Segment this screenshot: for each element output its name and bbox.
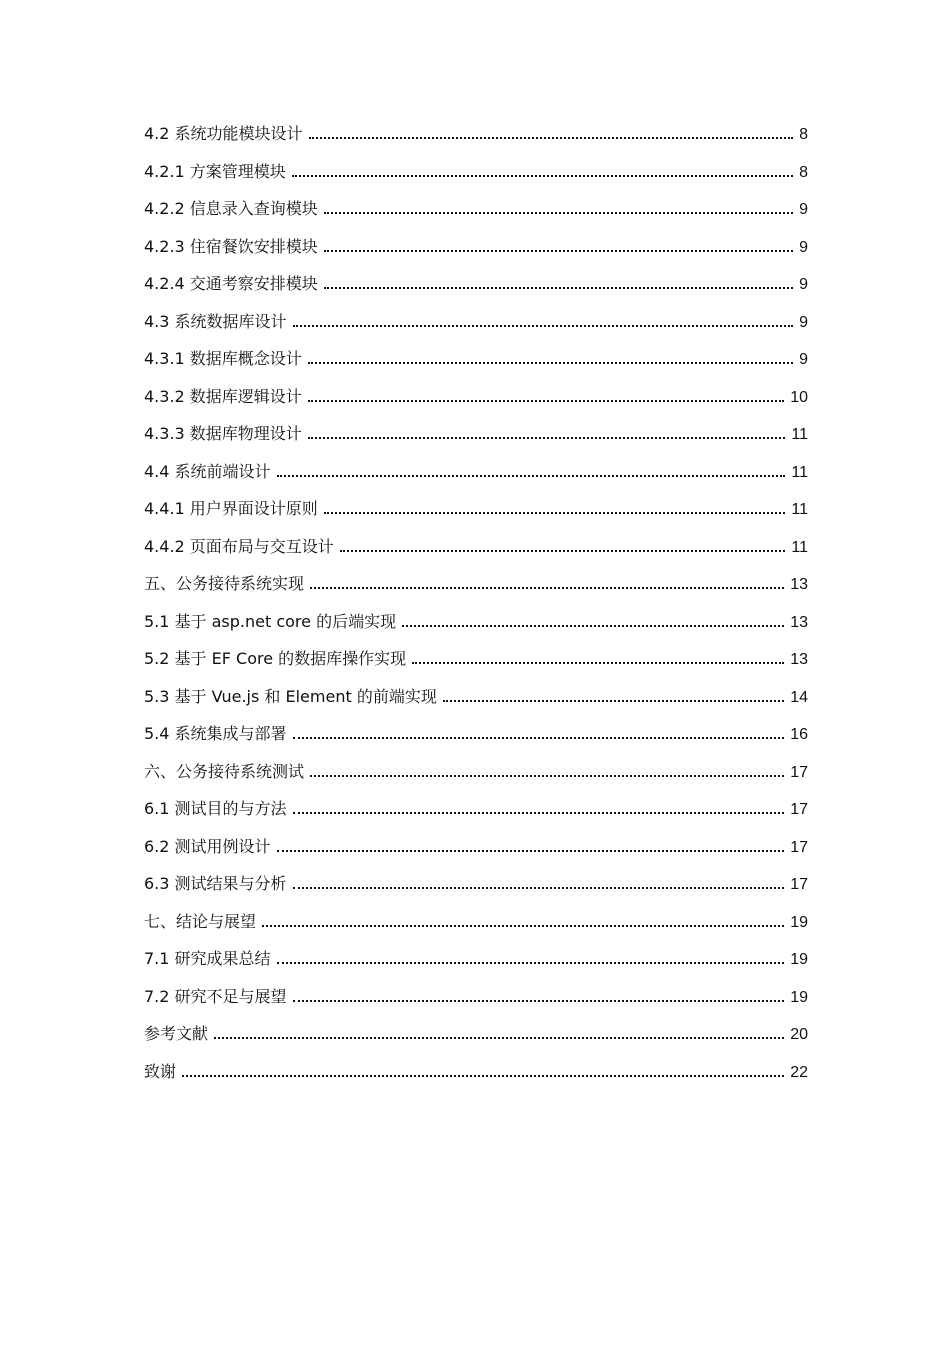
toc-entry-title: 参考文献 xyxy=(144,1024,209,1043)
toc-entry-page: 17 xyxy=(790,876,808,893)
toc-entry[interactable] xyxy=(144,1053,808,1091)
toc-entry[interactable] xyxy=(144,903,808,941)
toc-dot-leader xyxy=(340,550,786,552)
toc-entry-title: 4.2.3 住宿餐饮安排模块 xyxy=(144,236,318,256)
toc-entry[interactable] xyxy=(144,640,808,678)
toc-entry-page: 9 xyxy=(799,238,808,256)
toc-entry[interactable] xyxy=(144,940,808,978)
toc-dot-leader xyxy=(324,250,793,252)
toc-entry-title: 5.1 基于 asp.net core 的后端实现 xyxy=(144,611,397,631)
toc-entry[interactable] xyxy=(144,265,808,303)
toc-entry-title: 4.2 系统功能模块设计 xyxy=(144,124,303,143)
toc-entry-page: 9 xyxy=(799,201,808,218)
toc-entry-title: 4.3 系统数据库设计 xyxy=(144,311,287,331)
toc-entry-title: 6.2 测试用例设计 xyxy=(144,836,271,856)
toc-entry-page: 9 xyxy=(799,276,808,293)
toc-entry-page: 19 xyxy=(790,913,808,931)
toc-entry-page: 13 xyxy=(790,576,808,593)
toc-dot-leader xyxy=(402,625,784,627)
toc-entry-page: 19 xyxy=(790,988,808,1006)
toc-entry[interactable] xyxy=(144,415,808,453)
toc-dot-leader xyxy=(324,287,793,289)
toc-entry[interactable] xyxy=(144,753,808,791)
toc-entry[interactable] xyxy=(144,453,808,491)
toc-entry-title: 4.2.4 交通考察安排模块 xyxy=(144,274,318,293)
toc-entry-page: 17 xyxy=(790,763,808,781)
toc-dot-leader xyxy=(308,362,793,364)
toc-dot-leader xyxy=(293,737,785,739)
toc-entry-page: 14 xyxy=(790,688,808,706)
toc-dot-leader xyxy=(182,1075,784,1077)
toc-dot-leader xyxy=(277,475,786,477)
toc-entry[interactable] xyxy=(144,1015,808,1053)
toc-entry[interactable] xyxy=(144,340,808,378)
toc-entry-title: 4.4.2 页面布局与交互设计 xyxy=(144,536,334,556)
toc-entry-page: 16 xyxy=(790,726,808,743)
toc-entry[interactable] xyxy=(144,528,808,566)
toc-entry[interactable] xyxy=(144,565,808,603)
toc-dot-leader xyxy=(308,400,784,402)
toc-entry[interactable] xyxy=(144,153,808,191)
toc-entry-title: 4.2.1 方案管理模块 xyxy=(144,161,286,181)
toc-entry-title: 4.2.2 信息录入查询模块 xyxy=(144,199,318,218)
toc-dot-leader xyxy=(293,1000,785,1002)
toc-entry-page: 8 xyxy=(799,163,808,181)
toc-entry-title: 4.4.1 用户界面设计原则 xyxy=(144,499,318,518)
toc-dot-leader xyxy=(308,437,786,439)
toc-entry[interactable] xyxy=(144,378,808,416)
toc-entry[interactable] xyxy=(144,115,808,153)
toc-entry-title: 5.4 系统集成与部署 xyxy=(144,724,287,743)
toc-dot-leader xyxy=(262,925,784,927)
toc-entry-title: 五、公务接待系统实现 xyxy=(144,574,305,593)
toc-entry-title: 7.2 研究不足与展望 xyxy=(144,986,287,1006)
table-of-contents xyxy=(144,115,808,1090)
toc-dot-leader xyxy=(293,887,785,889)
toc-entry-page: 11 xyxy=(791,426,808,443)
toc-entry[interactable] xyxy=(144,603,808,641)
toc-entry-title: 4.3.3 数据库物理设计 xyxy=(144,424,302,443)
toc-entry-page: 13 xyxy=(790,613,808,631)
toc-entry-page: 11 xyxy=(791,501,808,518)
toc-entry-page: 8 xyxy=(799,126,808,143)
toc-dot-leader xyxy=(443,700,784,702)
toc-dot-leader xyxy=(412,662,784,664)
toc-entry-title: 5.3 基于 Vue.js 和 Element 的前端实现 xyxy=(144,686,437,706)
toc-entry-title: 4.3.2 数据库逻辑设计 xyxy=(144,386,302,406)
toc-dot-leader xyxy=(310,587,784,589)
toc-dot-leader xyxy=(277,850,785,852)
toc-entry-page: 11 xyxy=(791,538,808,556)
toc-entry[interactable] xyxy=(144,303,808,341)
toc-entry-page: 19 xyxy=(790,951,808,968)
toc-entry[interactable] xyxy=(144,828,808,866)
toc-dot-leader xyxy=(310,775,784,777)
toc-entry-page: 9 xyxy=(799,313,808,331)
toc-entry-title: 7.1 研究成果总结 xyxy=(144,949,271,968)
toc-entry[interactable] xyxy=(144,978,808,1016)
toc-entry[interactable] xyxy=(144,228,808,266)
toc-entry-title: 4.3.1 数据库概念设计 xyxy=(144,349,302,368)
toc-entry-title: 4.4 系统前端设计 xyxy=(144,461,271,481)
toc-entry-page: 13 xyxy=(790,651,808,668)
toc-entry-title: 致谢 xyxy=(144,1061,177,1081)
toc-dot-leader xyxy=(292,175,793,177)
toc-dot-leader xyxy=(277,962,785,964)
toc-entry-page: 17 xyxy=(790,801,808,818)
toc-dot-leader xyxy=(309,137,794,139)
toc-entry-title: 六、公务接待系统测试 xyxy=(144,761,305,781)
toc-entry[interactable] xyxy=(144,678,808,716)
toc-entry-page: 22 xyxy=(790,1063,808,1081)
toc-entry-title: 6.1 测试目的与方法 xyxy=(144,799,287,818)
toc-entry[interactable] xyxy=(144,790,808,828)
toc-entry-page: 20 xyxy=(790,1026,808,1043)
toc-entry-page: 11 xyxy=(791,463,808,481)
toc-entry-page: 17 xyxy=(790,838,808,856)
toc-entry-title: 6.3 测试结果与分析 xyxy=(144,874,287,893)
toc-entry-title: 5.2 基于 EF Core 的数据库操作实现 xyxy=(144,649,407,668)
toc-entry[interactable] xyxy=(144,190,808,228)
toc-entry[interactable] xyxy=(144,490,808,528)
toc-entry-title: 七、结论与展望 xyxy=(144,911,257,931)
toc-dot-leader xyxy=(293,325,794,327)
toc-dot-leader xyxy=(324,512,786,514)
toc-dot-leader xyxy=(293,812,785,814)
toc-entry-page: 9 xyxy=(799,351,808,368)
toc-dot-leader xyxy=(214,1037,784,1039)
toc-entry-page: 10 xyxy=(790,388,808,406)
toc-entry[interactable] xyxy=(144,715,808,753)
toc-entry[interactable] xyxy=(144,865,808,903)
toc-dot-leader xyxy=(324,212,793,214)
